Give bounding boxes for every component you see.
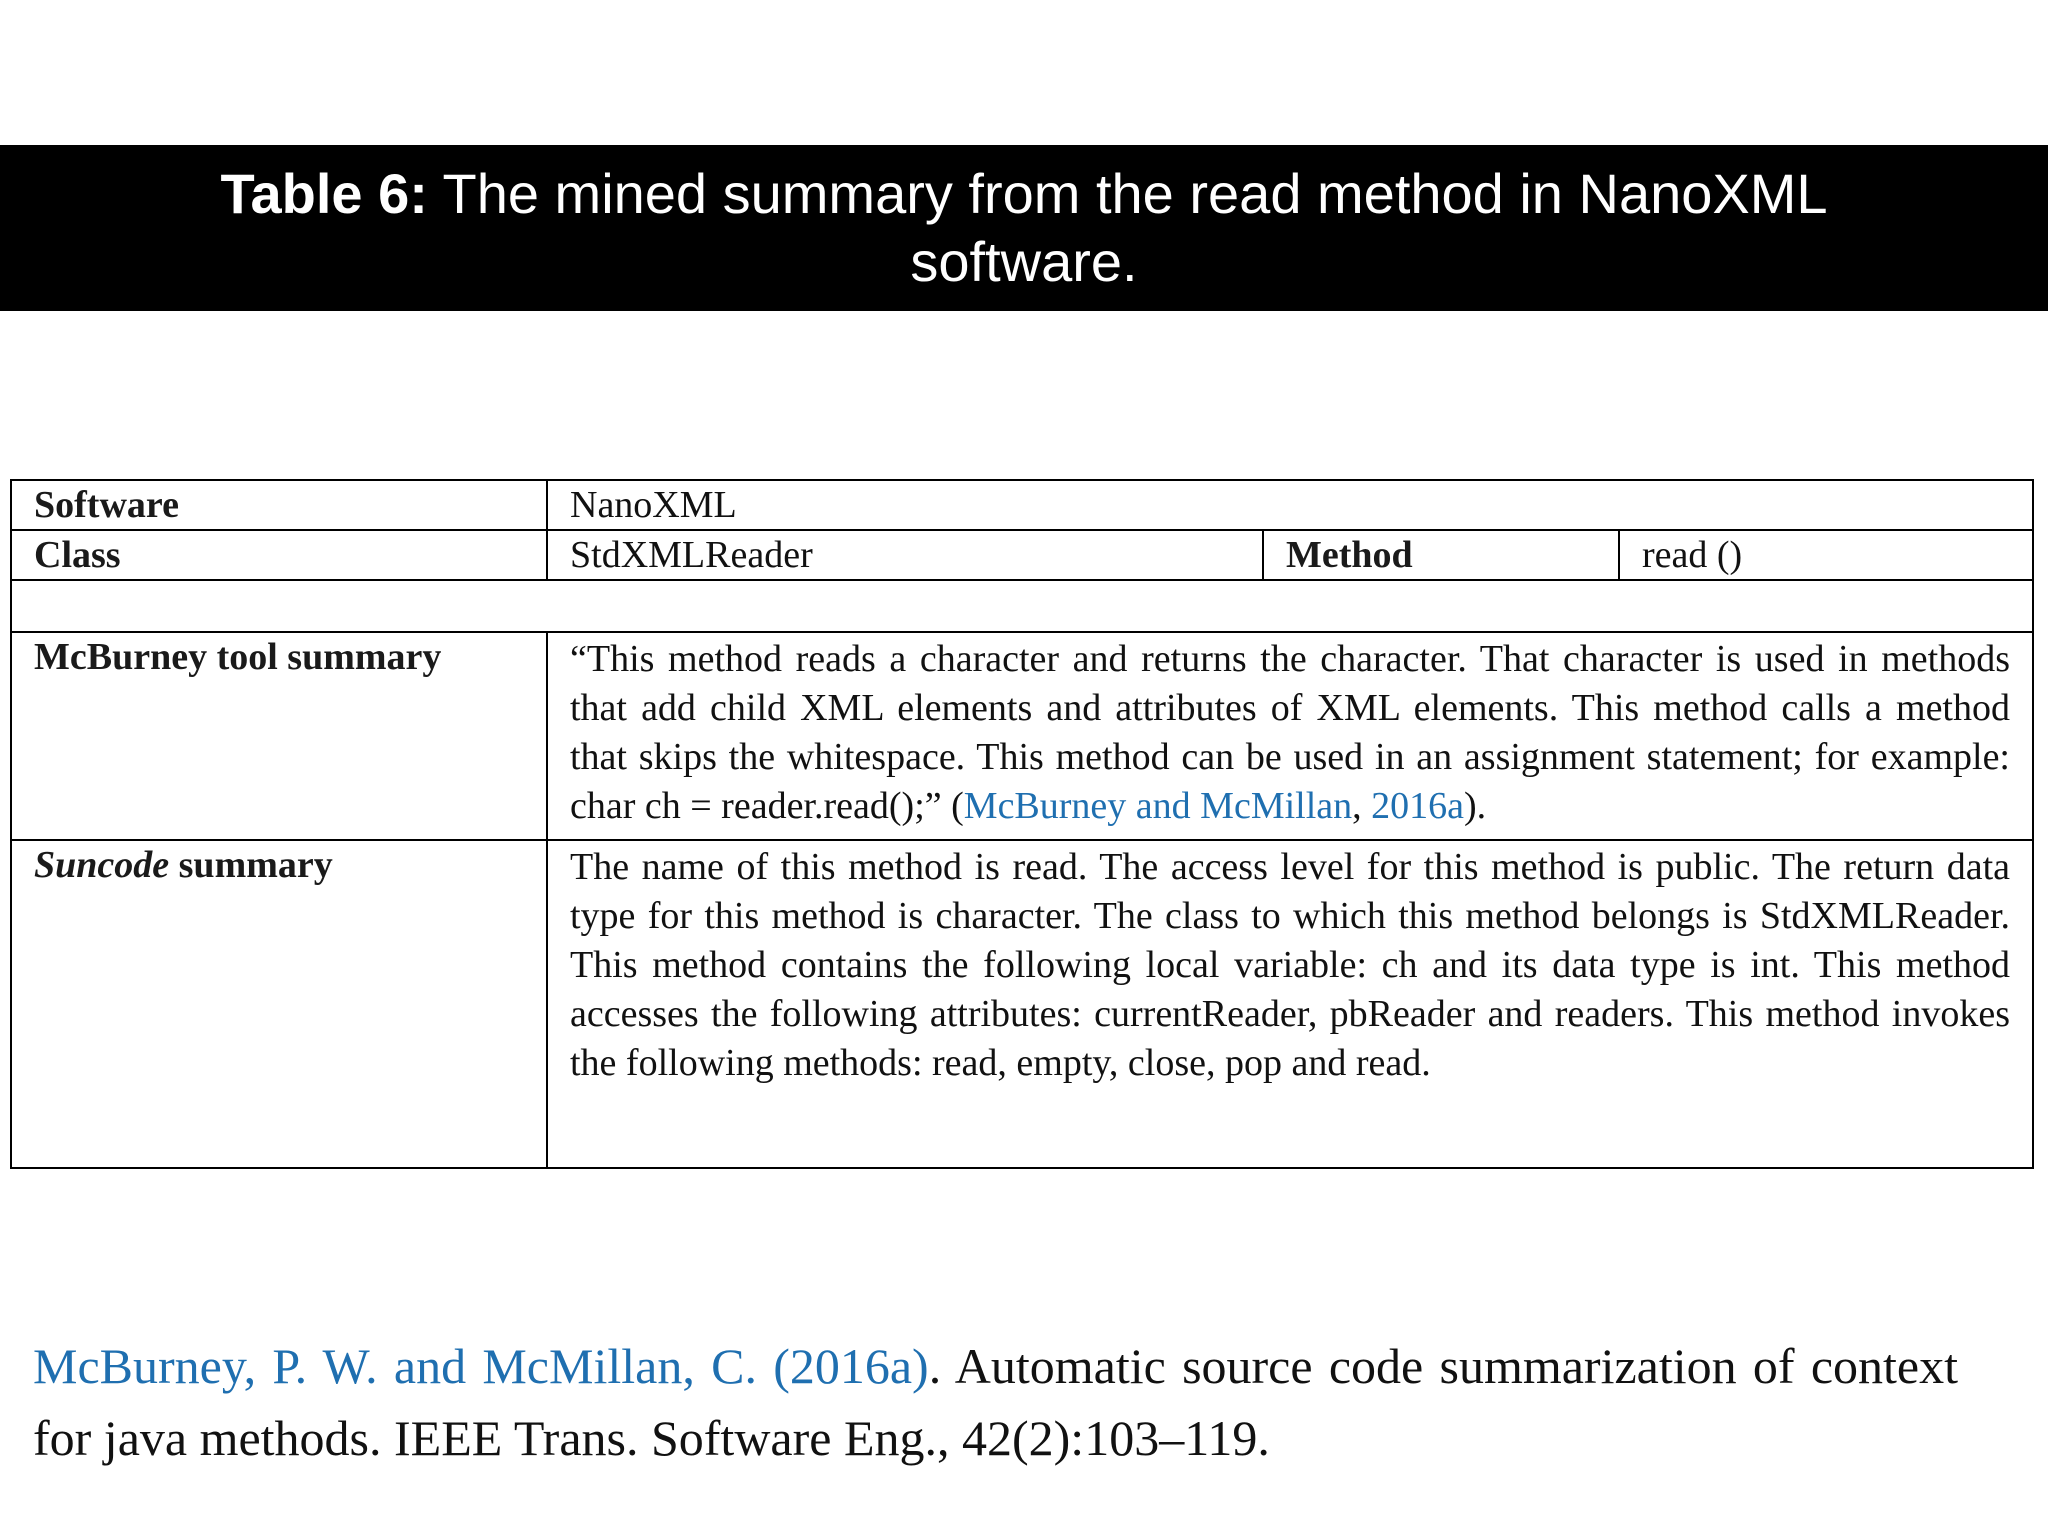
mcburney-text: “This method reads a character and returns the character. That character is used in methods that add child XML elements and attributes of XML elements. This method calls a method that skips the whitespace. This method can be used in an assignment statement; for example: char ch = reader.read();” (	[570, 638, 2010, 827]
title-text: The mined summary from the read method in NanoXML software.	[427, 162, 1828, 293]
summary-table	[10, 479, 2034, 1169]
mcburney-label: McBurney tool summary	[11, 632, 547, 840]
table-row-mcburney	[11, 632, 2033, 840]
table-row-suncode	[11, 840, 2033, 1168]
class-label: Class	[11, 530, 547, 580]
suncode-label-rest: summary	[169, 844, 333, 886]
class-value: StdXMLReader	[547, 530, 1263, 580]
suncode-label-italic: Suncode	[34, 844, 170, 886]
method-label: Method	[1263, 530, 1619, 580]
software-label: Software	[11, 480, 547, 530]
reference	[33, 1330, 1958, 1474]
method-value: read ()	[1619, 530, 2033, 580]
mcburney-close: ).	[1464, 785, 1487, 827]
table-number: Table 6:	[220, 162, 428, 225]
table-row-class	[11, 530, 2033, 580]
mcburney-citation-sep: ,	[1352, 785, 1372, 827]
suncode-summary: The name of this method is read. The access level for this method is public. The return data type for this method is character. The class to which this method belongs is StdXMLReader. This method contains the following local variable: ch and its data type is int. This method accesses the following attributes: currentReader, pbReader and readers. This method invokes the following methods: read, empty, close, pop and read.	[547, 840, 2033, 1168]
page-title	[174, 160, 1874, 296]
mcburney-citation-authors[interactable]: McBurney and McMillan	[963, 785, 1353, 827]
software-value: NanoXML	[547, 480, 2033, 530]
title-band	[0, 145, 2048, 311]
table-row-empty	[11, 580, 2033, 632]
suncode-label	[11, 840, 547, 1168]
mcburney-citation-year[interactable]: 2016a	[1371, 785, 1465, 827]
table-row-software	[11, 480, 2033, 530]
empty-cell	[11, 580, 2033, 632]
reference-text: . Automatic source code summarization of context for java methods. IEEE Trans. Software Eng., 42(2):103–119.	[33, 1338, 1958, 1466]
mcburney-summary	[547, 632, 2033, 840]
reference-citation[interactable]: McBurney, P. W. and McMillan, C. (2016a)	[33, 1338, 929, 1394]
